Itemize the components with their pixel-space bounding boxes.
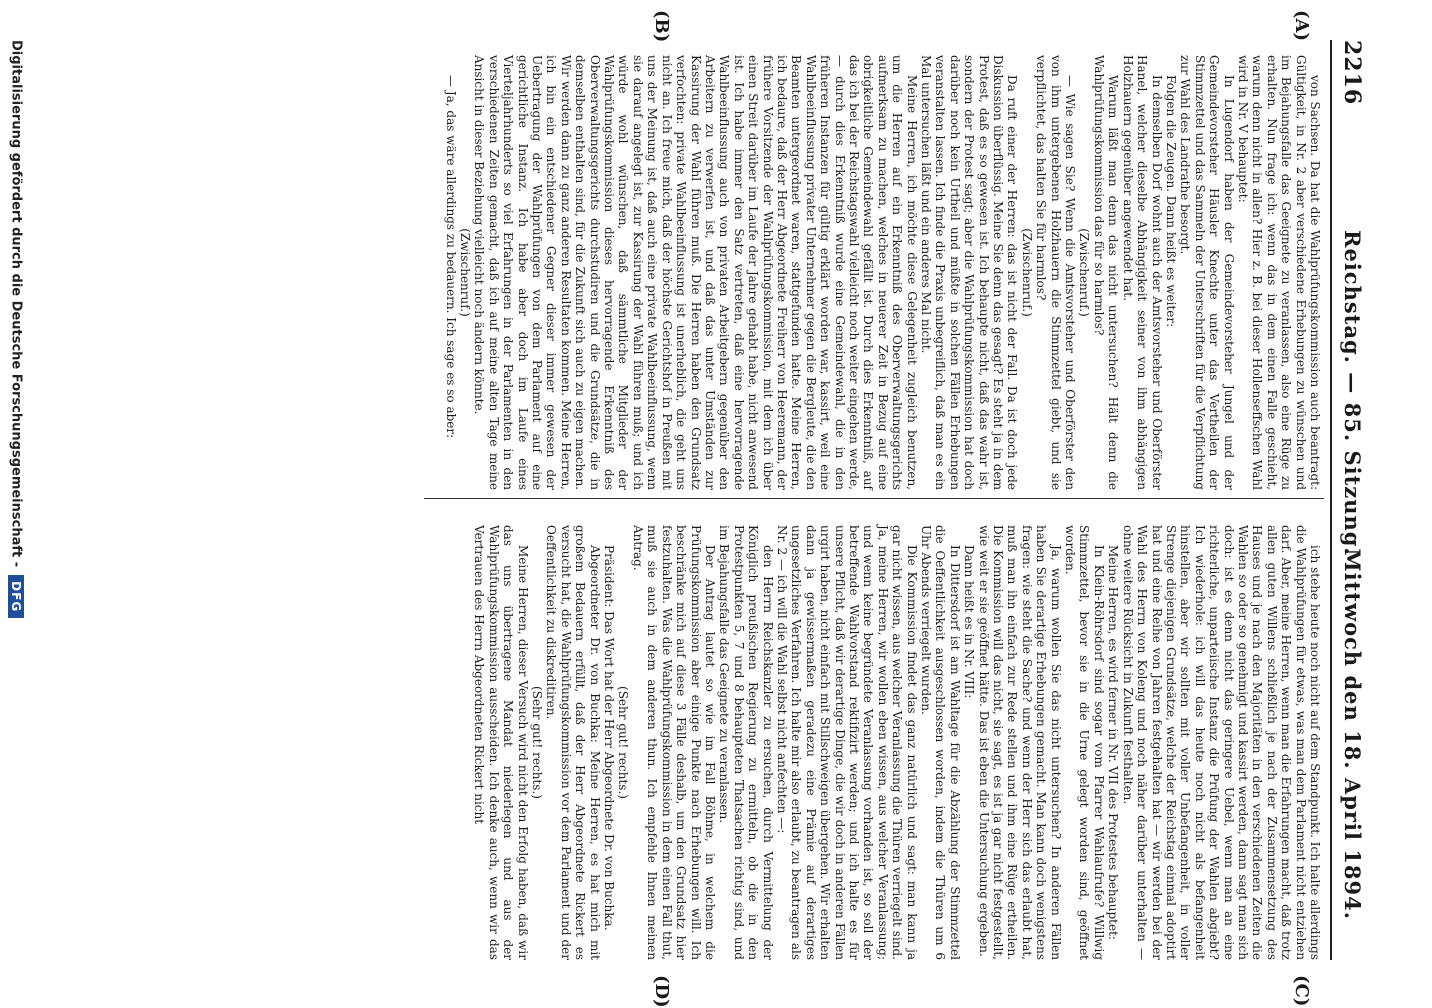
paragraph: In demselben Dorf wohnt auch der Amtsvorsteher und Oberförster Hanel, welcher dieselbe Abhängigkeit seiner von ihm abhängigen Holzhauern gegenüber angewendet hat.	[1120, 55, 1164, 490]
paragraph: Meine Herren, es wird ferner in Nr. VII des Protestes behauptet:	[1106, 545, 1121, 940]
right-text-column	[472, 525, 1322, 960]
paragraph: In Dittersdorf ist am Wahltage für die Abzählung der Stimmzettel die Oeffentlichkeit ausgeschlossen worden, indem die Thüren um 6 Uhr Abends verriegelt wurden.	[919, 525, 962, 960]
session-date: Mittwoch den 18. April 1894.	[1340, 548, 1365, 920]
credit-text: Digitalisierung gefördert durch die Deutsche Forschungsgemeinschaft -	[8, 40, 24, 568]
paragraph: Folgen die Zeugen. Dann heißt es weiter:	[1163, 75, 1178, 328]
paragraph: Abgeordneter Dr. von Buchka: Meine Herren, es hat mich mit großem Bedauern erfüllt, daß der Herr Abgeordnete Rickert es versucht hat, die Wahlprüfungskommission vor dem Parlament und der Oeffentlichkeit zu diskreditiren.	[544, 525, 602, 960]
digitization-credit	[8, 40, 24, 618]
interjection: (Zwischenruf.)	[1077, 228, 1092, 317]
paragraph: Präsident: Das Wort hat der Herr Abgeordnete Dr. von Buchka.	[602, 545, 617, 931]
paragraph: Meine Herren, ich möchte diese Gelegenheit zugleich benutzen, um die Herren auf ein Erkenntniß des Oberverwaltungsgerichts aufmerksam zu machen, welches in neuerer Zeit in Bezug auf eine obrigkeitliche Gemeindewahl gefällt ist. Durch dies Erkenntniß, auf das ich bei der Reichstagswahl vielleicht noch weiter eingehen werde, — durch dies Erkenntniß wurde eine Gemeindewahl, die in den früheren Instanzen für gültig erklärt worden war, kassirt, weil eine Wahlbeeinflussung privater Unternehmer gegen die Bergleute, die den Beamten untergeordnet waren, stattgefunden hatte. Meine Herren, ich bedaure, daß der Herr Abgeordnete Freiherr von Heeremann, der frühere Vorsitzende der Wahlprüfungskommission, mit dem ich über einen Streit darüber im Laufe der Jahre gehabt habe, nicht anwesend ist. Ich habe immer den Satz vertreten, daß eine hervorragende Wahlbeeinflussung auch von privaten Arbeitgebern gegenüber den Arbeitern zu verwerfen ist, und daß das unter Umständen zur Kassirung der Wahl führen muß. Die Herren haben den Grundsatz verfochten: private Wahlbeeinflussung ist unerheblich, die geht uns nicht an. Ich freue mich, daß der höchste Gerichtshof in Preußen mit uns der Meinung ist, daß auch eine private Wahlbeeinflussung, wenn sie darauf angelegt ist, zur Kassirung der Wahl führen muß; und ich würde wohl wünschen, daß sämmtliche Mitglieder der Wahlprüfungskommission dieses hervorragende Erkenntniß des Oberverwaltungsgerichts durchstudiren und die Grundsätze, die in demselben enthalten sind, für die Zukunft sich auch zu eigen machen. Wir werden dann zu ganz anderen Resultaten kommen. Meine Herren, ich bin ein entschiedener Gegner dieser immer gewesen der Uebertragung der Wahlprüfungen von dem Parlament auf eine gerichtliche Instanz. Ich habe aber doch im Laufe eines Vierteljahrhunderts so viel Erfahrungen in der Parlamenten in den verschiedenen Zeiten gemacht, daß ich auf meine alten Tage meine Ansicht in dieser Beziehung vielleicht noch ändern könnte.	[472, 55, 919, 490]
page-number: 2216	[1339, 40, 1365, 106]
interjection: (Sehr gut! rechts.)	[616, 686, 631, 799]
paragraph: In Lugendorf haben der Gemeindevorsteher Jungel und der Gemeindevorsteher Häusler Knechte unter das Vertheilen der Stimmzettel und das Sammeln der Unterschriften für die Verpflichtung zur Wahl des Landrathe besorgt.	[1178, 55, 1236, 490]
paragraph: Der Antrag lautet so wie im Fall Böhme, in welchem die Prüfungskommission aber einige Punkte nach Erhebungen will. Ich beschränke mich auf diese 3 Fälle deshalb, um den Grundsatz hier festzuhalten. Was die Wahlprüfungskommission in dem einen Fall thut, muß sie auch in dem anderen thun. Ich empfehle Ihnen meinen Antrag.	[630, 525, 717, 960]
paragraph: von Sachsen. Da hat die Wahlprüfungskommission auch beantragt: Gültigkeit, in Nr. 2 aber verschiedene Erhebungen zu wünschen und im Bejahungsfalle das Geeignete zu veranlassen, also eine Rüge zu erhalten. Nun frage ich: wenn das in dem einen Falle geschieht, warum denn nicht in allen? Hier z. B. bei dieser Hollenseffschen Wahl wird in Nr. V behauptet:	[1235, 55, 1322, 490]
paragraph: Dann heißt es in Nr. VIII:	[962, 545, 977, 699]
interjection: (Sehr gut! rechts.)	[530, 686, 545, 799]
paragraph: Die Kommission findet das ganz natürlich und sagt: man kann ja gar nicht wissen, aus welcher Veranlassung die Thüren verriegelt sind. Ja, meine Herren, wir wollen eben wissen, aus welcher Veranlassung; und wenn keine begründete Veranlassung vorhanden ist, so soll der betreffende Wahlvorstand rektifizirt werden; und ich halte es für unsere Pflicht, daß wir derartige Dinge, die wir doch in anderen Fällen urgirt haben, nicht einfach mit Stillschweigen übergehen. Wir erhalten dann ja gewissermaßen geradezu eine Prämie auf derartiges ungesetzliches Verfahren. Ich halte mir also erlaubt, zu beantragen als Nr. 2 — ich will die Wahl selbst nicht anfechten —:	[774, 525, 919, 960]
header-rule	[1330, 40, 1332, 960]
paragraph: — Wie sagen Sie? Wenn die Amtsvorsteher und Oberförster den von ihm untergebenen Holzhauern die Stimmzettel giebt, und sie verpflichtet, das halten Sie für harmlos?	[1034, 55, 1078, 490]
margin-marker-d: (D)	[651, 975, 672, 1008]
interjection: (Zwischenruf.)	[458, 228, 473, 317]
session-title: Reichstag. — 85. Sitzung.	[1340, 230, 1365, 556]
paragraph: Da ruft einer der Herren: das ist nicht der Fall. Da ist doch jede Diskussion überflüssig. Meine Sie denn das gesagt? Es steht ja in dem Protest, daß es so gewesen ist. Ich behaupte nicht, daß das wahr ist, sondern der Protest sagt; aber die Wahlprüfungskommission hat doch darüber noch kein Urtheil und müßte in solchen Fällen Erhebungen veranstalten lassen. Ich finde die Praxis unbegreiflich, daß man es ein Mal untersuchen läßt und ein anderes Mal nicht.	[919, 55, 1020, 490]
paragraph: Meine Herren, dieser Versuch wird nicht den Erfolg haben, daß wir das uns übertragene Mandat niederlegen und aus der Wahlprüfungskommission ausscheiden. Ich denke auch, wenn wir das Vertrauen des Herrn Abgeordneten Rickert nicht	[472, 525, 530, 960]
paragraph: In Klein-Röhrsdorf sind sogar vom Pfarrer Wahlaufrufe? Willwig Stimmzettel, bevor sie in die Urne gelegt worden sind, geöffnet worden.	[1063, 525, 1106, 960]
margin-marker-b: (B)	[651, 10, 672, 43]
margin-marker-a: (A)	[1291, 10, 1312, 41]
column-divider	[424, 498, 1324, 499]
left-text-column	[443, 55, 1322, 490]
interjection: (Zwischenruf.)	[1019, 228, 1034, 317]
paragraph: Warum läßt man denn das nicht untersuchen? Hält denn die Wahlprüfungskommission das für so harmlos?	[1091, 55, 1121, 490]
paragraph: den Herrn Reichskanzler zu ersuchen, durch Vermittelung der Königlich preußischen Regierung zu ermitteln, ob die in den Protestpunkten 5, 7 und 8 behaupteten Thatsachen richtig sind, und im Bejahungsfalle das Geeignete zu veranlassen.	[717, 525, 775, 960]
margin-marker-c: (C)	[1291, 975, 1312, 1007]
paragraph: Ja, warum wollen Sie das nicht untersuchen? In anderen Fällen haben Sie derartige Erhebungen gemacht. Man kann doch wenigstens fragen: wie steht die Sache? und wenn der Herr sich das erlaubt hat, muß man ihn einfach zur Rede stellen und ihm eine Rüge ertheilen. Die Kommission will das nicht, sie sagt, es ist ja gar nicht festgestellt, wie weit er sie geöffnet hätte. Das ist eben die Untersuchung ergeben.	[976, 525, 1063, 960]
paragraph: ich stehe heute noch nicht auf dem Standpunkt. Ich halte allerdings die Wahlprüfungen für etwas, was man dem Parlament nicht entziehen darf. Aber, meine Herren, wenn man die Erfahrungen macht, daß trotz allen guten Willens schließlich je nach der Zusammensetzung des Hauses und je nach den Majoritäten in den verschiedenen Zeiten die Wahlen so oder so genehmigt und kassirt werden, dann sagt man sich doch: ist es denn nicht das geringere Uebel, wenn man an eine richterliche, unparteiische Instanz die Prüfung der Wahlen abgiebt? Ich wiederhole: ich will das heute noch nicht als befangenheit hinstellen, aber wir sollten mit voller Unbefangenheit, in voller Strenge diejenigen Grundsätze, welche der Reichstag einmal adoptirt hat und eine Reihe von Jahren festgehalten hat — wir werden bei der Wahl des Herrn von Koleng und noch näher darüber unterhalten — ohne weitere Rücksicht in Zukunft festhalten.	[1120, 525, 1322, 960]
paragraph: — Ja, das wäre allerdings zu bedauern. Ich sage es so aber:	[443, 75, 458, 439]
dfg-logo: DFG	[8, 575, 24, 618]
page-header	[1329, 40, 1375, 960]
